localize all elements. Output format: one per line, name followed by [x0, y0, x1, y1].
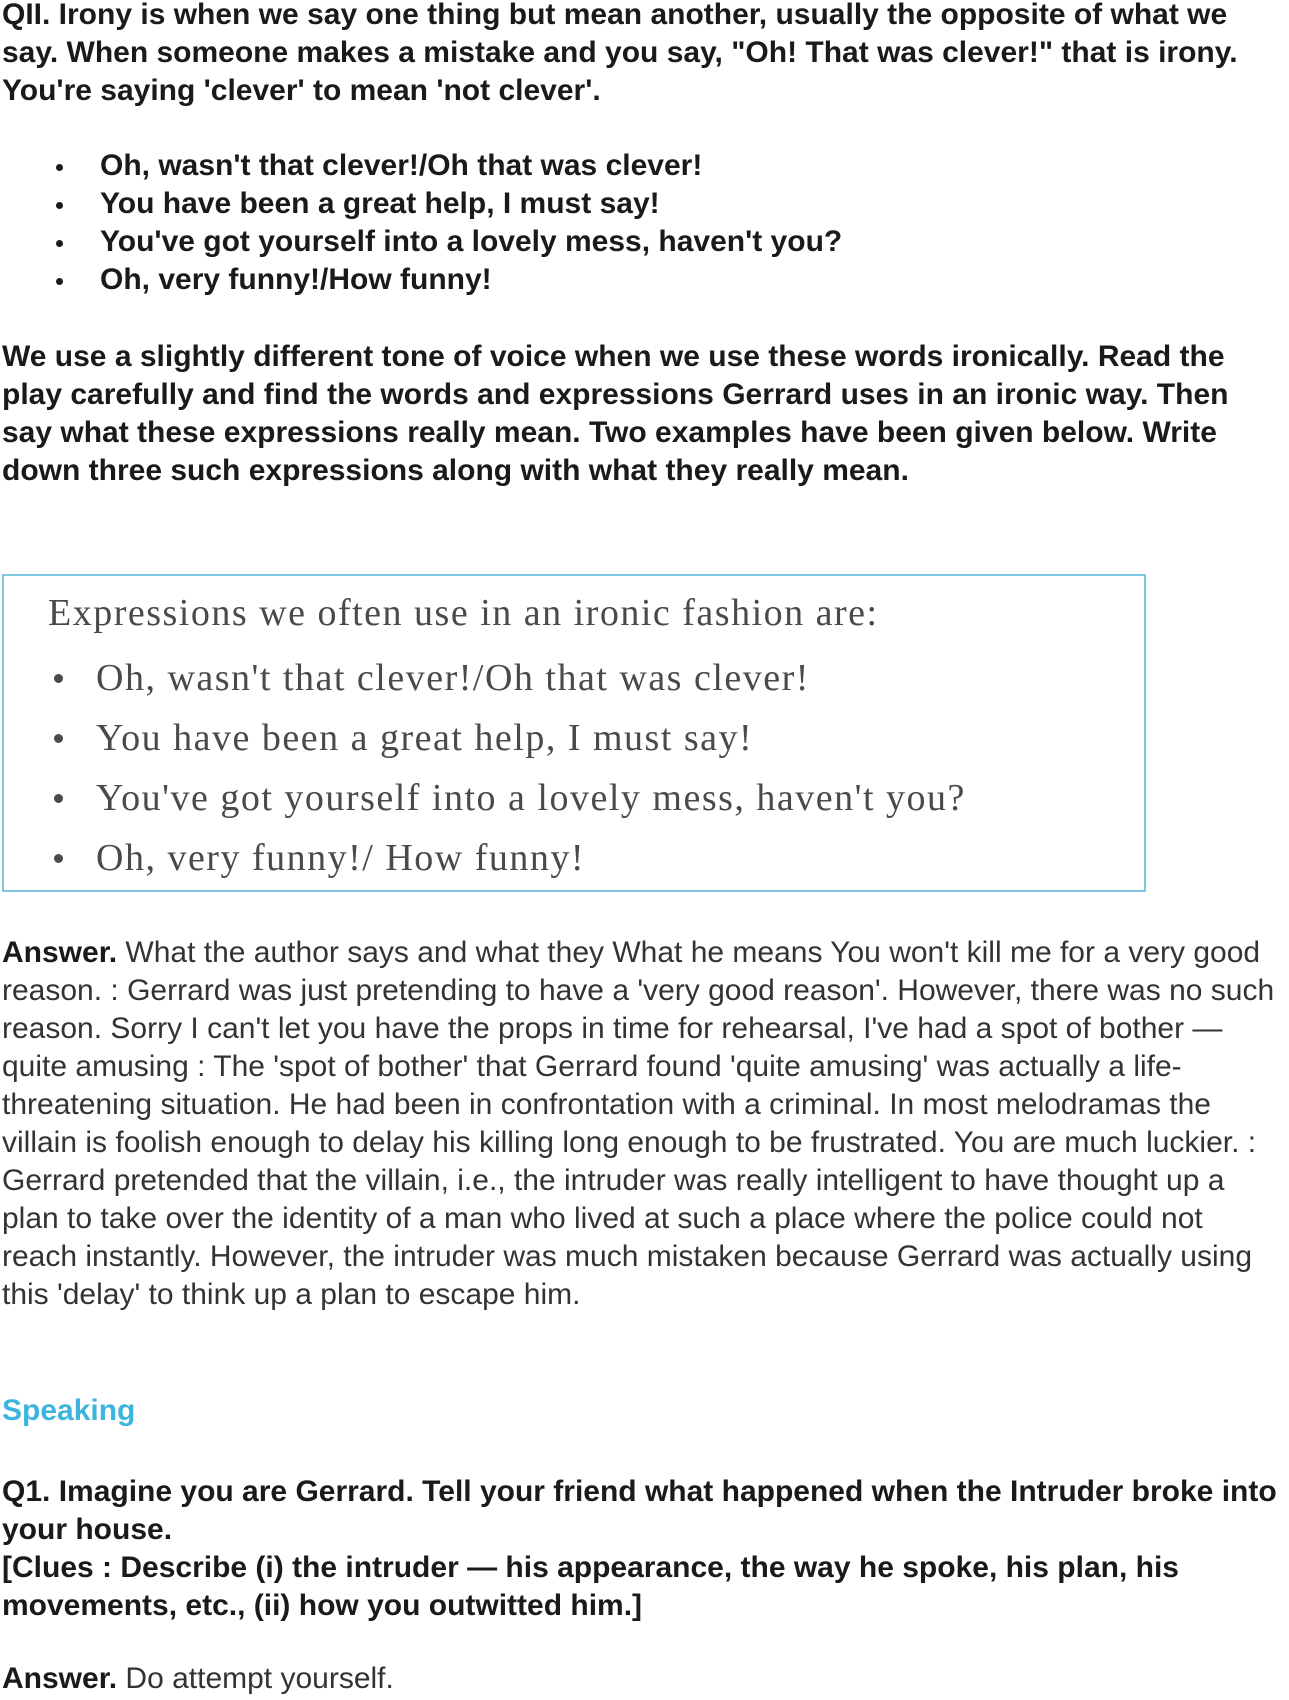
expressions-box-list	[4, 648, 966, 888]
answer-2-label: Answer.	[2, 1662, 118, 1695]
answer-1-label: Answer.	[2, 936, 118, 969]
irony-example-4: Oh, very funny!/How funny!	[0, 261, 1200, 299]
expression-item-1: Oh, wasn't that clever!/Oh that was clever!	[4, 648, 966, 708]
expression-item-2: You have been a great help, I must say!	[4, 708, 966, 768]
speaking-heading: Speaking	[2, 1394, 136, 1427]
speaking-question-1-clues: [Clues : Describe (i) the intruder — his appearance, the way he spoke, his plan, his movements, etc., (ii) how you outwitted him.]	[2, 1551, 1179, 1622]
question-2-intro: QII. Irony is when we say one thing but mean another, usually the opposite of what we say. When someone makes a mistake and you say, "Oh! That was clever!" that is irony. You're saying 'clever' to mean 'not clever'.	[2, 0, 1238, 107]
expression-item-4: Oh, very funny!/ How funny!	[4, 828, 966, 888]
expressions-box-heading: Expressions we often use in an ironic fashion are:	[48, 592, 879, 634]
speaking-question-1-text: Q1. Imagine you are Gerrard. Tell your friend what happened when the Intruder broke into your house.	[2, 1475, 1277, 1546]
answer-1-text: What the author says and what they What he means You won't kill me for a very good reason. : Gerrard was just pretending to have a 'very good reason'. However, there was no such reason. Sorry I can't let you have the props in time for rehearsal, I've had a spot of bother — quite amusing : The 'spot of bother' that Gerrard found 'quite amusing' was actually a life-threatening situation. He had been in confrontation with a criminal. In most melodramas the villain is foolish enough to delay his killing long enough to be frustrated. You are much luckier. : Gerrard pretended that the villain, i.e., the intruder was really intelligent to have thought up a plan to take over the identity of a man who lived at such a place where the police could not reach instantly. However, the intruder was much mistaken because Gerrard was actually using this 'delay' to think up a plan to escape him.	[2, 936, 1275, 1311]
irony-examples-list	[0, 147, 1200, 299]
answer-1	[2, 934, 1286, 1314]
expressions-box	[2, 574, 1146, 892]
speaking-question-1	[2, 1473, 1284, 1625]
expression-item-3: You've got yourself into a lovely mess, haven't you?	[4, 768, 966, 828]
answer-2-text: Do attempt yourself.	[125, 1662, 394, 1695]
question-2-instruction: We use a slightly different tone of voice when we use these words ironically. Read the play carefully and find the words and expressions Gerrard uses in an ironic way. Then say what these expressions really mean. Two examples have been given below. Write down three such expressions along with what they really mean.	[2, 340, 1229, 487]
irony-example-2: You have been a great help, I must say!	[0, 185, 1200, 223]
irony-example-1: Oh, wasn't that clever!/Oh that was clever!	[0, 147, 1200, 185]
answer-2	[2, 1660, 1286, 1698]
irony-example-3: You've got yourself into a lovely mess, haven't you?	[0, 223, 1200, 261]
